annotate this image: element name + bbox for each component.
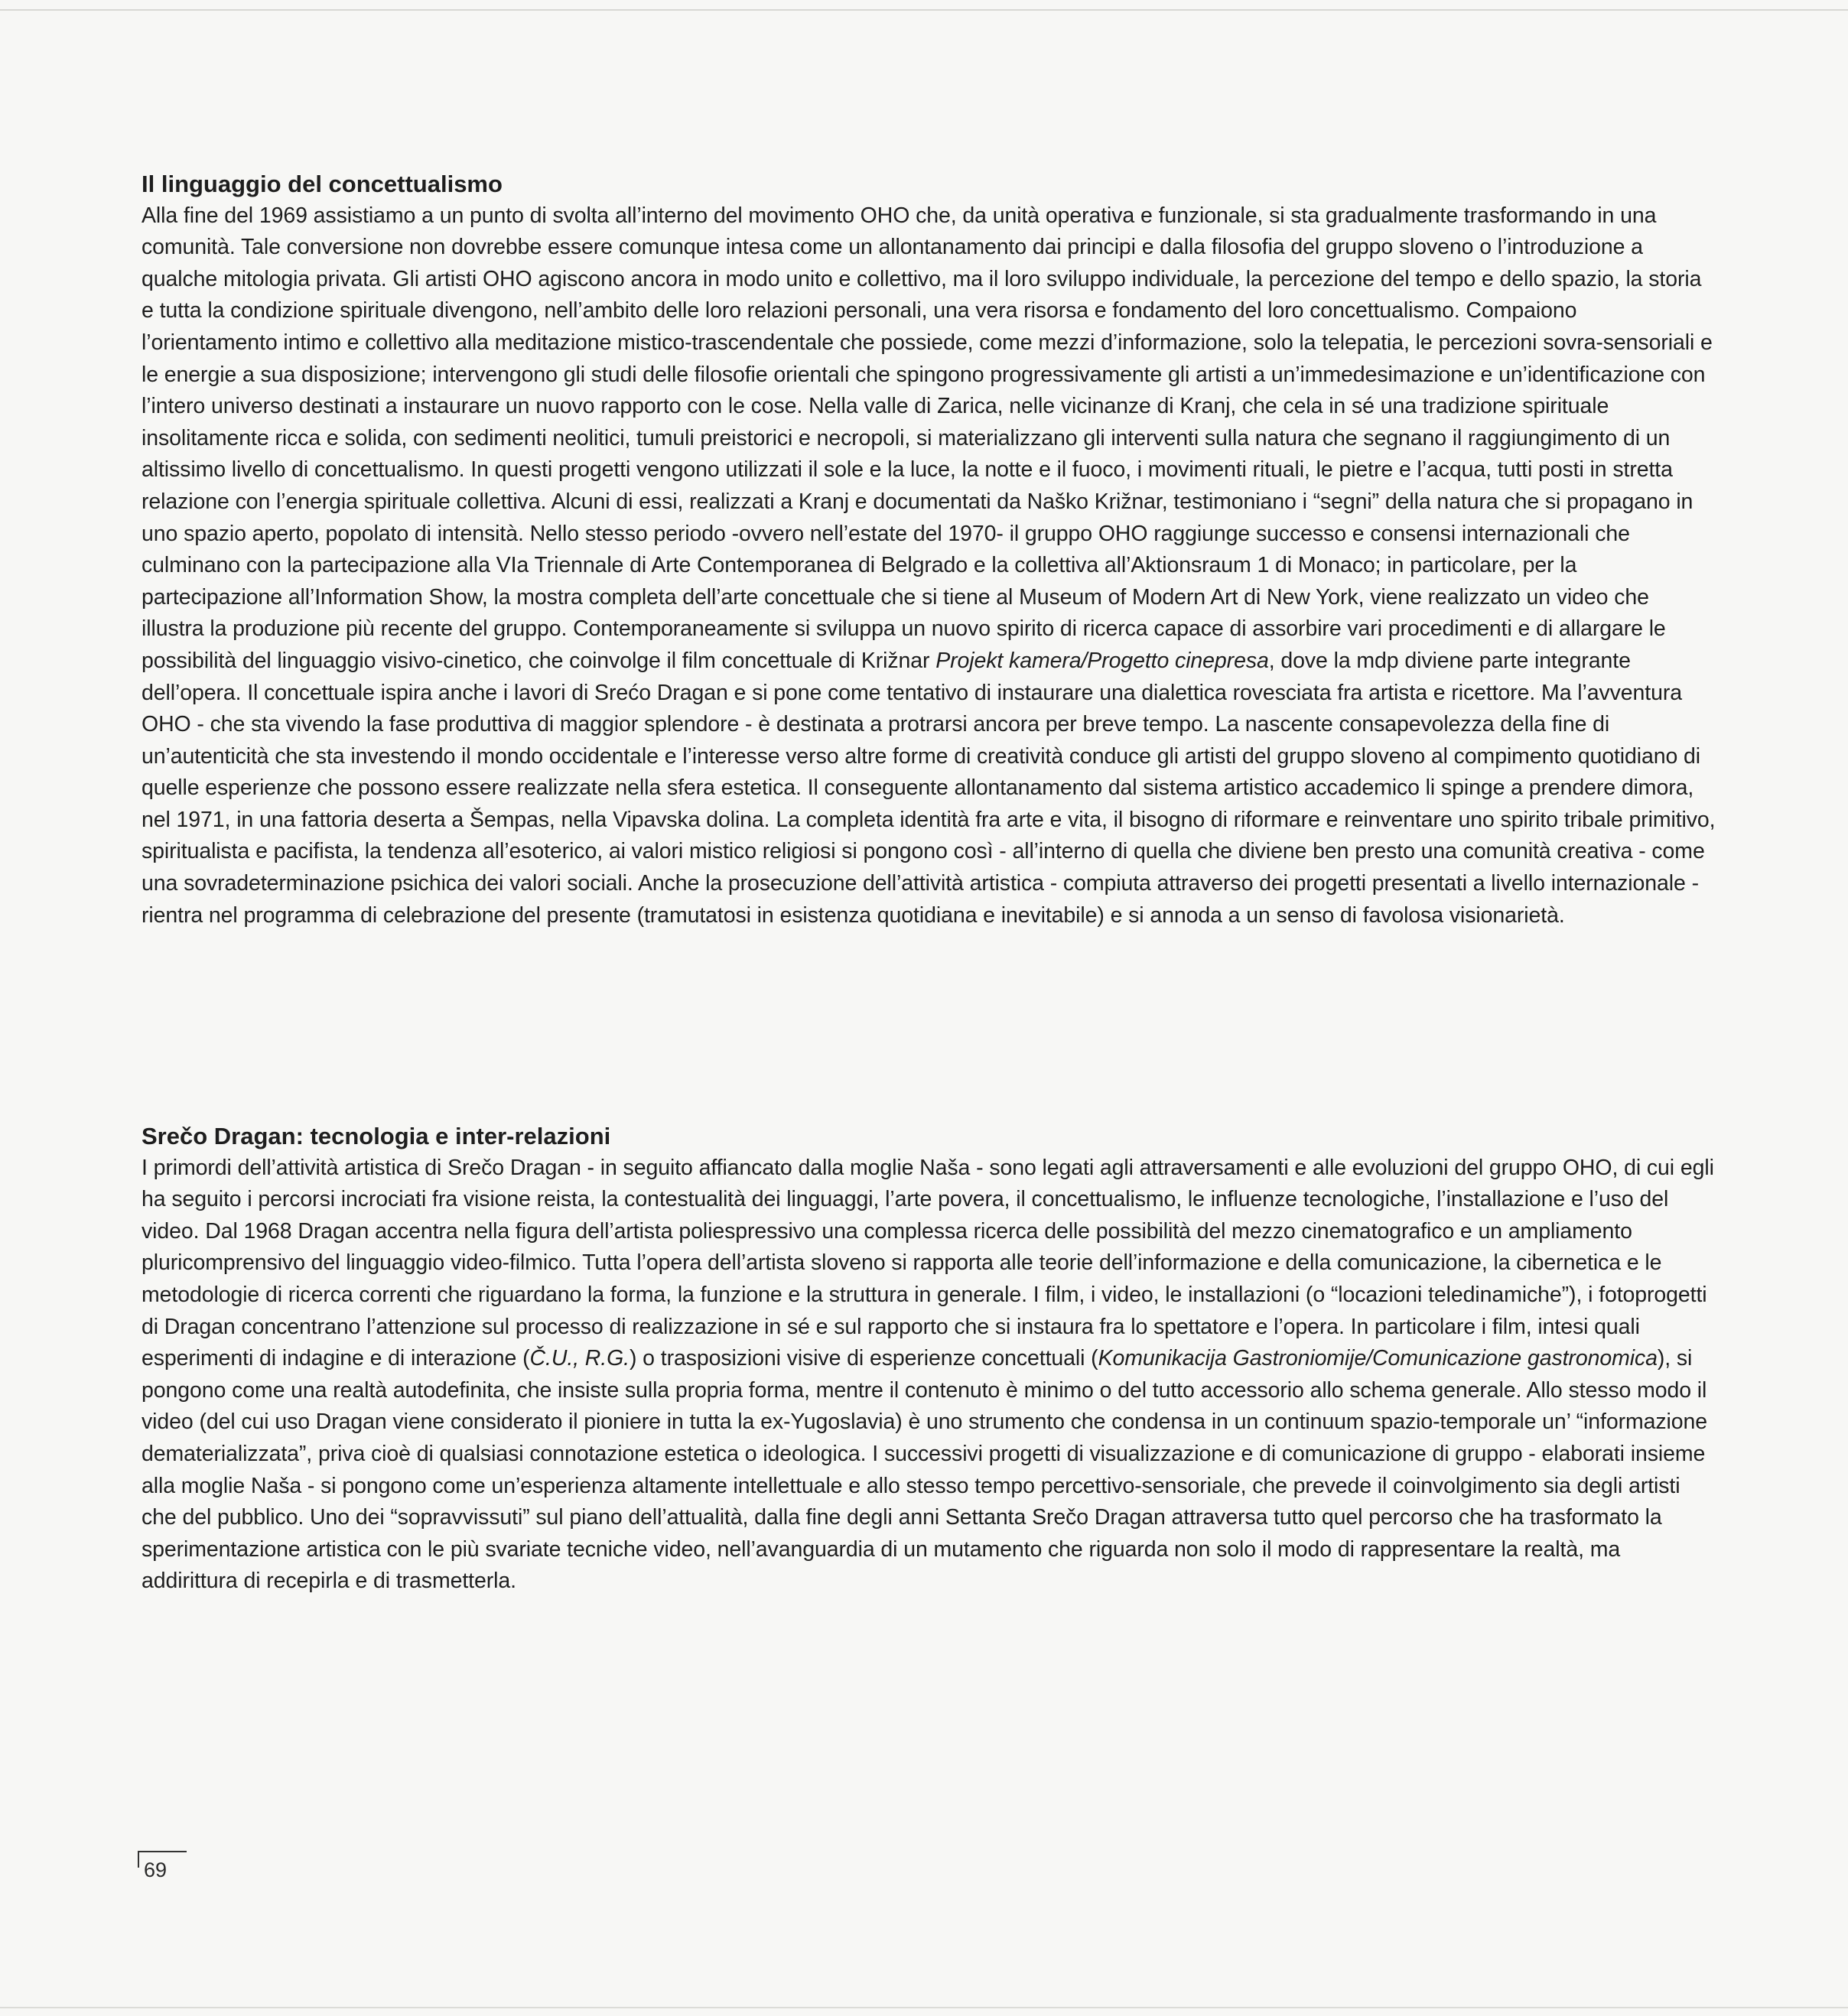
top-edge-rule [0,9,1848,11]
section-heading: Il linguaggio del concettualismo [142,171,503,197]
section-dragan [142,1120,1717,1598]
section-concettualismo [142,168,1717,932]
body-text-run: ), si pongono come una realtà autodefinita, che insiste sulla propria forma, mentre il contenuto è minimo o del tutto accessorio allo schema generale. Allo stesso modo il video (del cui uso Dragan viene considerato il pioniere in tutta la ex-Yugoslavia) è uno strumento che condensa in un continuum spazio-temporale un’ “informazione dematerializzata”, priva cioè di qualsiasi connotazione estetica o ideologica. I successivi progetti di visualizzazione e di comunicazione di gruppo - elaborati insieme alla moglie Naša - si pongono come un’esperienza altamente intellettuale e allo stesso tempo percettivo-sensoriale, che prevede il coinvolgimento sia degli artisti che del pubblico. Uno dei “sopravvissuti” sul piano dell’attualità, dalla fine degli anni Settanta Srečo Dragan attraversa tutto quel percorso che ha trasformato la sperimentazione artistica con le più svariate tecniche video, nell’avanguardia di un mutamento che riguarda non solo il modo di rappresentare la realtà, ma addirittura di recepirla e di trasmetterla. [142,1346,1708,1594]
folio-rule [138,1851,187,1852]
bottom-edge-rule [0,2007,1848,2008]
section-body [142,200,1717,932]
body-text-run: ) o trasposizioni visive di esperienze concettuali ( [629,1346,1098,1371]
section-body [142,1153,1717,1598]
page-number: 69 [144,1858,168,1881]
body-text-run: I primordi dell’attività artistica di Srečo Dragan - in seguito affiancato dalla moglie Naša - sono legati agli attraversamenti e alle evoluzioni del gruppo OHO, di cui egli ha seguito i percorsi incrociati fra visione reista, la contestualità dei linguaggi, l’arte povera, il concettualismo, le influenze tecnologiche, l’installazione e l’uso del video. Dal 1968 Dragan accentra nella figura dell’artista poliespressivo una complessa ricerca delle possibilità del mezzo cinematografico e un ampliamento pluricomprensivo del linguaggio video-filmico. Tutta l’opera dell’artista sloveno si rapporta alle teorie dell’informazione e della comunicazione, la cibernetica e le metodologie di ricerca correnti che riguardano la forma, la funzione e la struttura in generale. I film, i video, le installazioni (o “locazioni teledinamiche”), i fotoprogetti di Dragan concentrano l’attenzione sul processo di realizzazione in sé e sul rapporto che si instaura fra lo spettatore e l’opera. In particolare i film, intesi quali esperimenti di indagine e di interazione ( [142,1155,1714,1371]
body-text-run: , dove la mdp diviene parte integrante dell’opera. Il concettuale ispira anche i lavori di Srećo Dragan e si pone come tentativo di instaurare una dialettica rovesciata fra artista e ricettore. Ma l’avventura OHO - che sta vivendo la fase produttiva di maggior splendore - è destinata a protrarsi ancora per breve tempo. La nascente consapevolezza della fine di un’autenticità che sta investendo il mondo occidentale e l’interesse verso altre forme di creatività conduce gli artisti del gruppo sloveno al compimento quotidiano di quelle esperienze che possono essere realizzate nella sfera estetica. Il conseguente allontanamento dal sistema artistico accademico li spinge a prendere dimora, nel 1971, in una fattoria deserta a Šempas, nella Vipavska dolina. La completa identità fra arte e vita, il bisogno di riformare e reinventare uno spirito tribale primitivo, spiritualista e pacifista, la tendenza all’esoterico, ai valori mistico religiosi si pongono così - all’interno di quella che diviene ben presto una comunità creativa - come una sovradeterminazione psichica dei valori sociali. Anche la prosecuzione dell’attività artistica - compiuta attraverso dei progetti presentati a livello internazionale - rientra nel programma di celebrazione del presente (tramutatosi in esistenza quotidiana e inevitabile) e si annoda a un senso di favolosa visionarietà. [142,648,1716,928]
section-heading: Srečo Dragan: tecnologia e inter-relazioni [142,1123,611,1149]
film-title-italic: Komunikacija Gastroniomije/Comunicazione gastronomica [1098,1346,1658,1371]
page-number-mark [135,1851,188,1889]
folio-tick [138,1851,139,1868]
body-text-run: Alla fine del 1969 assistiamo a un punto di svolta all’interno del movimento OHO che, da unità operativa e funzionale, si sta gradualmente trasformando in una comunità. Tale conversione non dovrebbe essere comunque intesa come un allontanamento dai principi e dalla filosofia del gruppo sloveno o l’introduzione a qualche mitologia privata. Gli artisti OHO agiscono ancora in modo unito e collettivo, ma il loro sviluppo individuale, la percezione del tempo e dello spazio, la storia e tutta la condizione spirituale divengono, nell’ambito delle loro relazioni personali, una vera risorsa e fondamento del loro concettualismo. Compaiono l’orientamento intimo e collettivo alla meditazione mistico-trascendentale che possiede, come mezzi d’informazione, solo la telepatia, le percezioni sovra-sensoriali e le energie a sua disposizione; intervengono gli studi delle filosofie orientali che spingono progressivamente gli artisti a un’immedesimazione e un’identificazione con l’intero universo destinati a instaurare un nuovo rapporto con le cose. Nella valle di Zarica, nelle vicinanze di Kranj, che cela in sé una tradizione spirituale insolitamente ricca e solida, con sedimenti neolitici, tumuli preistorici e necropoli, si materializzano gli interventi sulla natura che segnano il raggiungimento di un altissimo livello di concettualismo. In questi progetti vengono utilizzati il sole e la luce, la notte e il fuoco, i movimenti rituali, le pietre e l’acqua, tutti posti in stretta relazione con l’energia spirituale collettiva. Alcuni di essi, realizzati a Kranj e documentati da Naško Križnar, testimoniano i “segni” della natura che si propagano in uno spazio aperto, popolato di intensità. Nello stesso periodo -ovvero nell’estate del 1970- il gruppo OHO raggiunge successo e consensi internazionali che culminano con la partecipazione alla VIa Triennale di Arte Contemporanea di Belgrado e la collettiva all’Aktionsraum 1 di Monaco; in particolare, per la partecipazione all’Information Show, la mostra completa dell’arte concettuale che si tiene al Museum of Modern Art di New York, viene realizzato un video che illustra la produzione più recente del gruppo. Contemporaneamente si sviluppa un nuovo spirito di ricerca capace di assorbire vari procedimenti e di allargare le possibilità del linguaggio visivo-cinetico, che coinvolge il film concettuale di Križnar [142,203,1713,673]
film-title-italic: Č.U., R.G. [529,1346,630,1371]
film-title-italic: Projekt kamera/Progetto cinepresa [935,648,1269,673]
